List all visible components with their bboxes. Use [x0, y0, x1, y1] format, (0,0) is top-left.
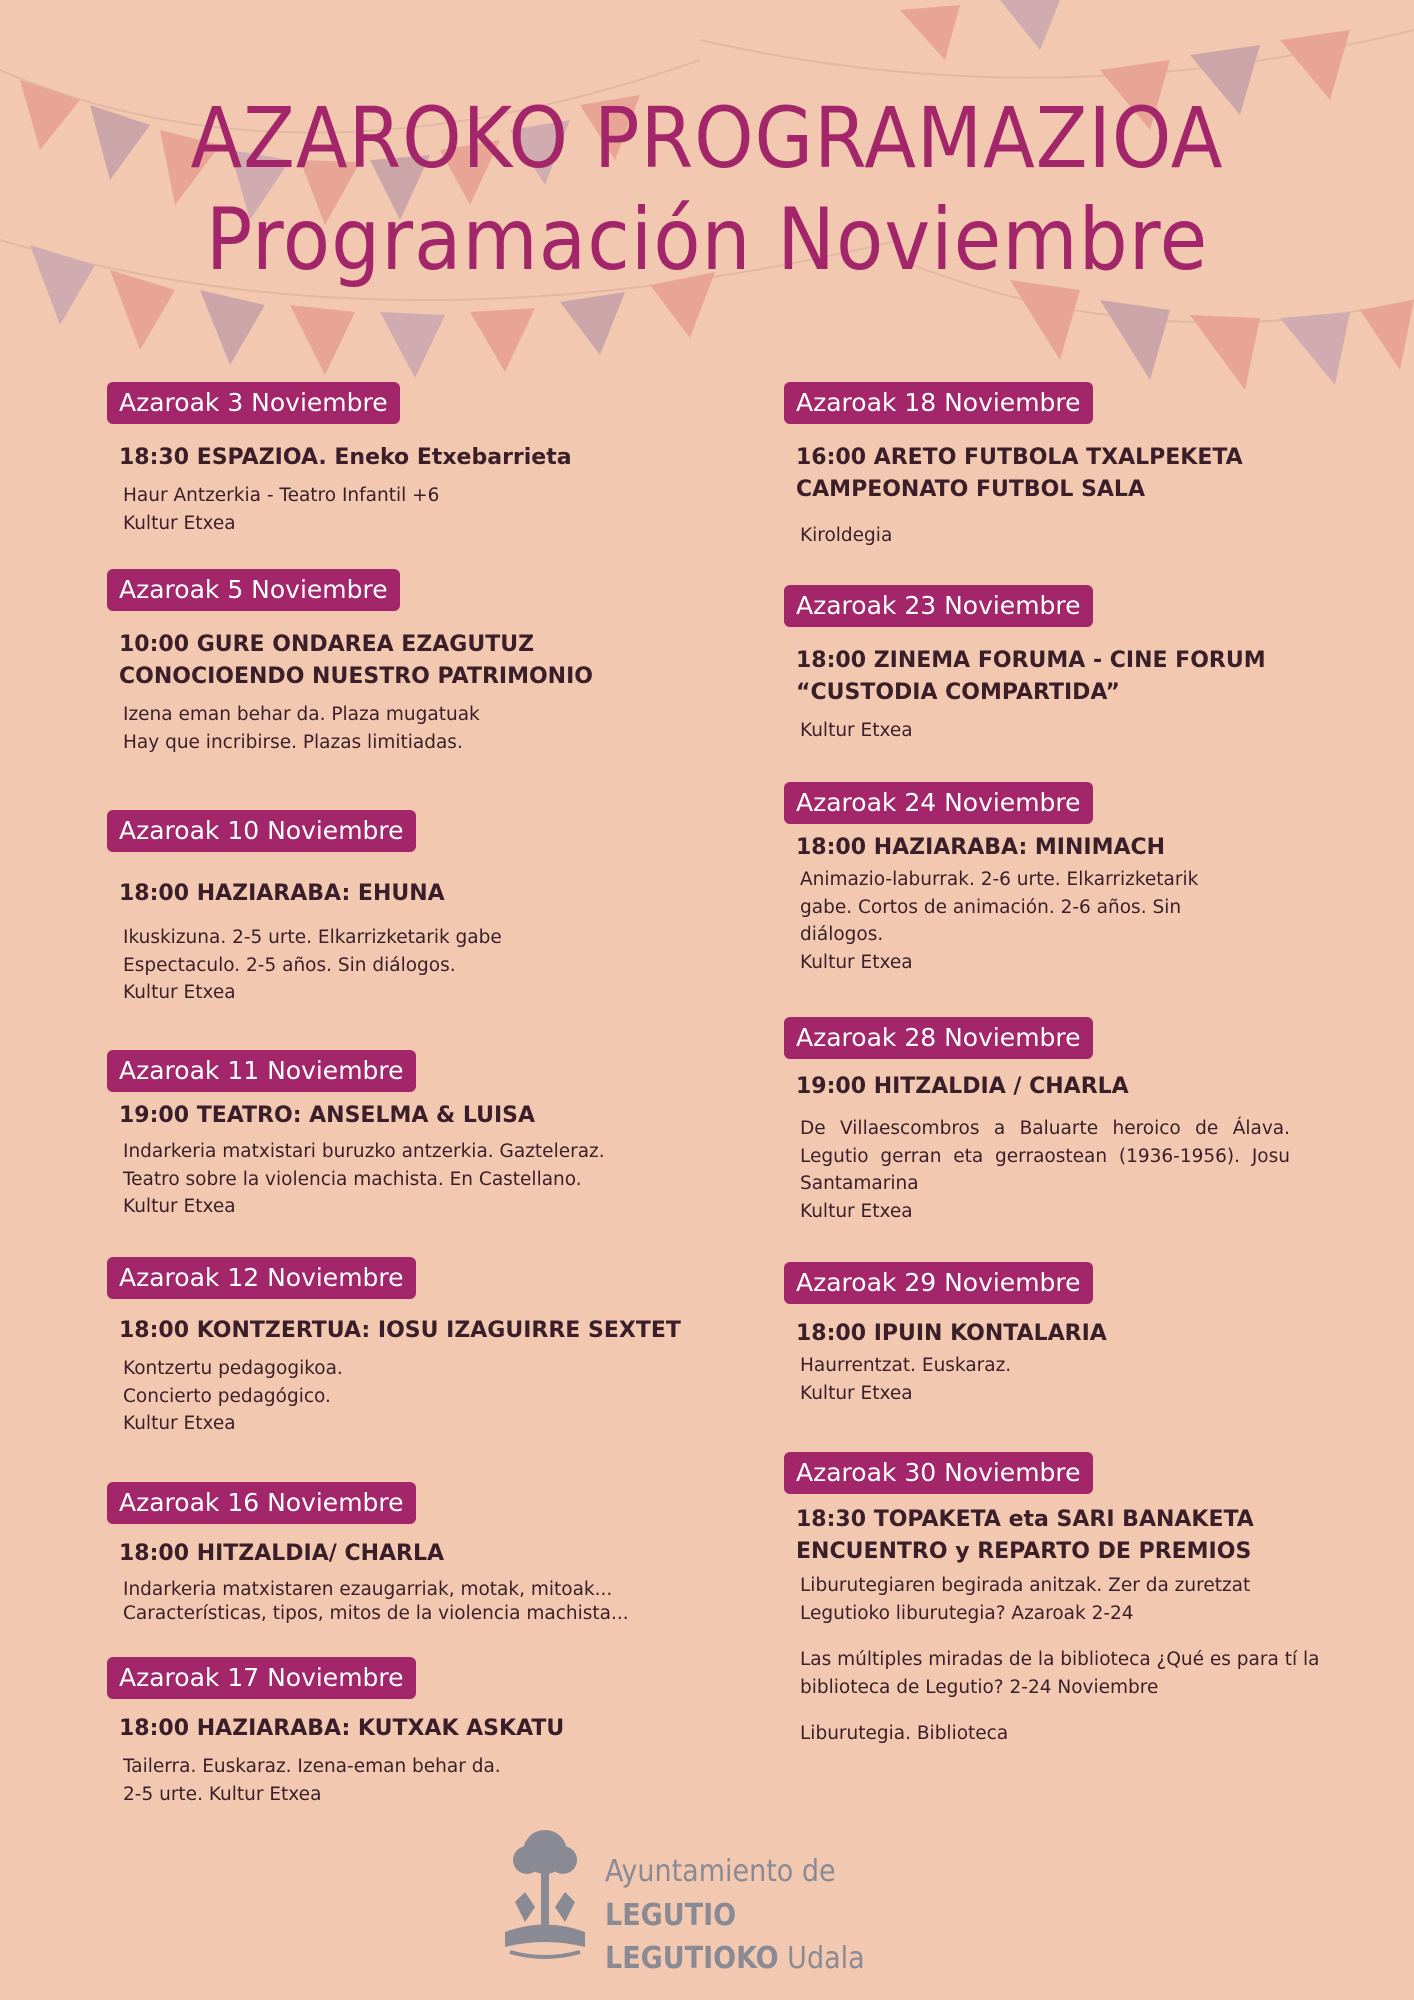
event-detail-line: Kultur Etxea: [123, 1196, 236, 1218]
event-heading: 18:00 HAZIARABA: KUTXAK ASKATU: [119, 1716, 565, 1741]
event-detail-line: Las múltiples miradas de la biblioteca ¿Qué es para tí la: [800, 1648, 1320, 1670]
event-heading: 18:00 HITZALDIA/ CHARLA: [119, 1541, 445, 1566]
logo-line2-a: LEGUTIOKO: [605, 1941, 779, 1976]
event-details: [800, 522, 1364, 550]
date-badge: Azaroak 5 Noviembre: [107, 569, 400, 611]
event-detail-line: Kultur Etxea: [800, 1201, 913, 1223]
event-detail-line: Kultur Etxea: [800, 1382, 913, 1404]
event-nov-30: [784, 1452, 1364, 1748]
event-detail-line: Kontzertu pedagogikoa.: [123, 1357, 343, 1379]
logo-text: [605, 1850, 945, 1981]
event-detail-line: Liburutegia. Biblioteca: [800, 1722, 1009, 1744]
event-detail-line: biblioteca de Legutio? 2-24 Noviembre: [800, 1676, 1159, 1698]
event-heading: 19:00 TEATRO: ANSELMA & LUISA: [119, 1103, 536, 1128]
date-badge: Azaroak 16 Noviembre: [107, 1482, 416, 1524]
date-badge: Azaroak 3 Noviembre: [107, 382, 400, 424]
event-heading: 16:00 ARETO FUTBOLA TXALPEKETA CAMPEONATO FUTBOL SALA: [796, 445, 1243, 502]
logo-line1-a: Ayuntamiento de: [605, 1854, 836, 1889]
event-detail-line: Kultur Etxea: [123, 982, 236, 1004]
event-details: [800, 1572, 1364, 1748]
event-nov-23: [784, 585, 1364, 745]
event-details: [800, 1352, 1364, 1408]
event-detail-line: 2-5 urte. Kultur Etxea: [123, 1783, 322, 1805]
date-badge: Azaroak 29 Noviembre: [784, 1262, 1093, 1304]
event-detail-line: Haur Antzerkia - Teatro Infantil +6: [123, 484, 440, 506]
date-badge: Azaroak 18 Noviembre: [784, 382, 1093, 424]
event-detail-line: Tailerra. Euskaraz. Izena-eman behar da.: [123, 1755, 501, 1777]
event-details: [123, 1578, 727, 1626]
date-badge: Azaroak 10 Noviembre: [107, 810, 416, 852]
event-detail-line: Teatro sobre la violencia machista. En Castellano.: [123, 1168, 582, 1190]
event-nov-18: [784, 382, 1364, 550]
event-details: [800, 1115, 1290, 1226]
event-detail-line: gabe. Cortos de animación. 2-6 años. Sin: [800, 896, 1182, 918]
event-heading: 19:00 HITZALDIA / CHARLA: [796, 1074, 1129, 1099]
event-detail-line: De Villaescombros a Baluarte heroico de Álava. Legutio gerran eta gerraostean (1936-1956). Josu Santamarina: [800, 1117, 1290, 1195]
event-nov-12: [107, 1257, 727, 1438]
event-heading: 10:00 GURE ONDAREA EZAGUTUZ CONOCIOENDO NUESTRO PATRIMONIO: [119, 632, 593, 689]
event-details: [800, 866, 1364, 977]
event-detail-line: Kultur Etxea: [123, 1413, 236, 1435]
event-details: [123, 701, 727, 757]
event-nov-28: [784, 1017, 1364, 1226]
event-nov-10: [107, 810, 727, 1007]
event-heading: 18:00 HAZIARABA: EHUNA: [119, 881, 445, 906]
date-badge: Azaroak 30 Noviembre: [784, 1452, 1093, 1494]
event-details: [123, 1138, 727, 1221]
event-details: [123, 1753, 727, 1809]
event-detail-line: Kultur Etxea: [800, 719, 913, 741]
event-detail-line: Indarkeria matxistari buruzko antzerkia. Gazteleraz.: [123, 1140, 605, 1162]
event-detail-line: Haurrentzat. Euskaraz.: [800, 1354, 1012, 1376]
event-nov-24: [784, 782, 1364, 977]
event-nov-11: [107, 1050, 727, 1221]
date-badge: Azaroak 28 Noviembre: [784, 1017, 1093, 1059]
event-detail-line: Izena eman behar da. Plaza mugatuak: [123, 703, 480, 725]
event-heading: 18:00 HAZIARABA: MINIMACH: [796, 835, 1166, 860]
event-detail-line: Hay que incribirse. Plazas limitiadas.: [123, 731, 463, 753]
event-nov-16: [107, 1482, 727, 1626]
title-basque: AZAROKO PROGRAMAZIOA: [190, 89, 1224, 187]
event-details: [123, 1355, 727, 1438]
page-title: [0, 90, 1414, 289]
event-detail-line: Espectaculo. 2-5 años. Sin diálogos.: [123, 954, 456, 976]
event-detail-line: Características, tipos, mitos de la violencia machista...: [123, 1602, 629, 1624]
event-detail-line: Kultur Etxea: [123, 512, 236, 534]
title-spanish: Programación Noviembre: [205, 189, 1209, 290]
date-badge: Azaroak 17 Noviembre: [107, 1657, 416, 1699]
event-heading: 18:00 KONTZERTUA: IOSU IZAGUIRRE SEXTET: [119, 1318, 681, 1343]
event-detail-line: Animazio-laburrak. 2-6 urte. Elkarrizketarik: [800, 868, 1199, 890]
event-detail-line: Indarkeria matxistaren ezaugarriak, motak, mitoak...: [123, 1578, 613, 1600]
event-heading: 18:00 ZINEMA FORUMA - CINE FORUM “CUSTODIA COMPARTIDA”: [796, 648, 1266, 705]
date-badge: Azaroak 23 Noviembre: [784, 585, 1093, 627]
event-detail-line: [800, 1701, 1364, 1720]
event-nov-5: [107, 569, 727, 756]
event-detail-line: Legutioko liburutegia? Azaroak 2-24: [800, 1602, 1134, 1624]
event-nov-3: [107, 382, 727, 537]
date-badge: Azaroak 12 Noviembre: [107, 1257, 416, 1299]
event-detail-line: Concierto pedagógico.: [123, 1385, 331, 1407]
event-details: [123, 924, 727, 1007]
date-badge: Azaroak 24 Noviembre: [784, 782, 1093, 824]
event-heading: 18:00 IPUIN KONTALARIA: [796, 1321, 1107, 1346]
event-heading: 18:30 ESPAZIOA. Eneko Etxebarrieta: [119, 445, 572, 470]
event-heading: 18:30 TOPAKETA eta SARI BANAKETA ENCUENTRO y REPARTO DE PREMIOS: [796, 1507, 1254, 1564]
event-detail-line: Kiroldegia: [800, 524, 893, 546]
event-detail-line: diálogos.: [800, 924, 884, 946]
logo-line1-b: LEGUTIO: [605, 1897, 737, 1933]
logo-line2-b: Udala: [778, 1941, 865, 1976]
date-badge: Azaroak 11 Noviembre: [107, 1050, 416, 1092]
event-nov-29: [784, 1262, 1364, 1407]
event-detail-line: Kultur Etxea: [800, 952, 913, 974]
event-detail-line: Ikuskizuna. 2-5 urte. Elkarrizketarik gabe: [123, 926, 502, 948]
event-details: [123, 482, 727, 538]
tree-coat-of-arms-icon: [495, 1822, 595, 1962]
event-nov-17: [107, 1657, 727, 1808]
event-detail-line: [800, 1627, 1364, 1646]
event-detail-line: Liburutegiaren begirada anitzak. Zer da zuretzat: [800, 1574, 1251, 1596]
municipal-logo: [495, 1822, 945, 1976]
event-details: [800, 717, 1364, 745]
